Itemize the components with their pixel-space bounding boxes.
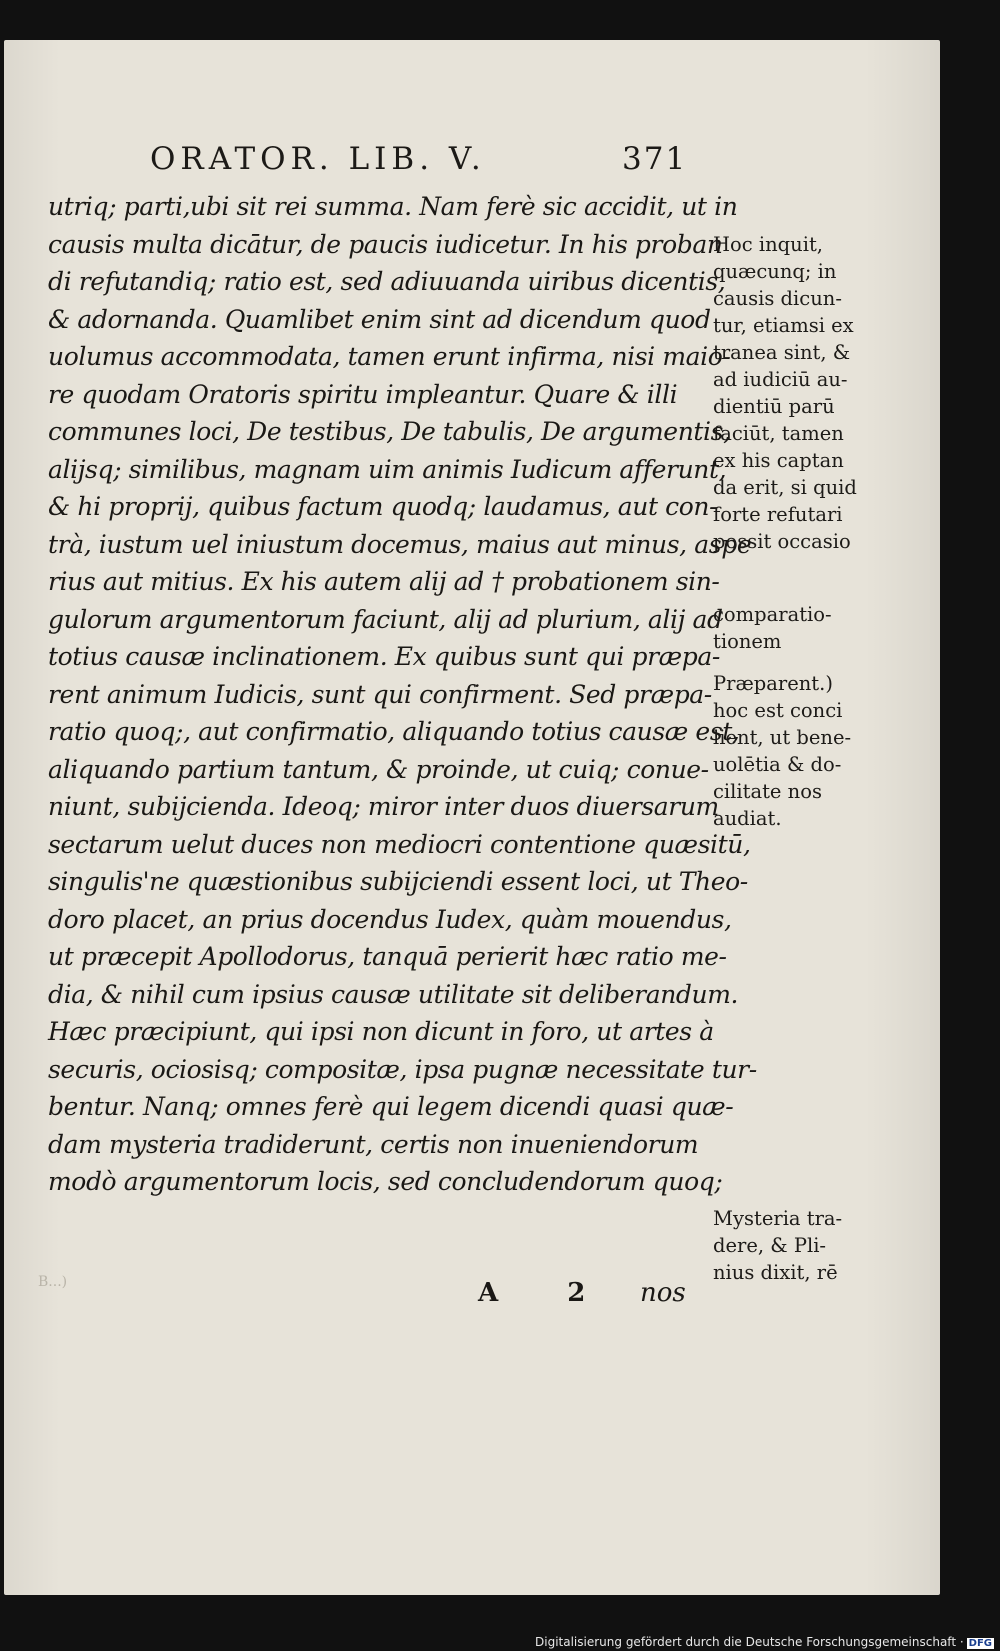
text-line: uolumus accommodata, tamen erunt infirma, nisi maio- [48,342,731,371]
margin-note-line: nius dixit, rē [713,1261,838,1284]
margin-note-line: ad iudiciū au- [713,368,848,391]
margin-note-mysteria [713,1205,923,1286]
margin-note-line: forte refutari [713,503,843,526]
text-line: communes loci, De testibus, De tabulis, De argumentis, [48,417,731,446]
text-line: causis multa dicātur, de paucis iudicetur. In his proban [48,229,723,259]
text-line: rius aut mitius. Ex his autem alij ad † probationem sin- [48,567,720,596]
text-line: di refutandiq; ratio est, sed adiuuanda uiribus dicentis, [48,267,726,296]
margin-note-line: lient, ut bene- [713,726,852,749]
faint-stamp: B...) [38,1274,68,1290]
margin-note-line: quæcunq; in [713,260,837,283]
text-line: sectarum uelut duces non mediocri contentione quæsitū, [48,829,751,859]
text-line: ut præcepit Apollodorus, tanquā perierit hæc ratio me- [48,942,727,971]
margin-note-line: ex his captan [713,449,844,472]
margin-note-line: tranea sint, & [713,341,851,364]
margin-note-line: Mysteria tra- [713,1207,843,1230]
margin-note-praeparent [713,670,923,832]
text-line: utriq; parti,ubi sit rei summa. Nam ferè sic accidit, ut in [48,192,738,221]
signature-mark: A 2 [478,1278,616,1308]
text-line: modò argumentorum locis, sed concludendorum quoq; [48,1167,723,1196]
margin-note-line: uolētia & do- [713,753,842,776]
signature-line [478,1278,688,1310]
text-line: re quodam Oratoris spiritu impleantur. Quare & illi [48,379,678,409]
text-line: bentur. Nanq; omnes ferè qui legem dicendi quasi quæ- [48,1092,734,1121]
margin-note-line: dere, & Pli- [713,1234,827,1257]
margin-note-line: audiat. [713,807,782,830]
margin-note-line: Præparent.) [713,672,833,695]
margin-note-line: tionem [713,630,782,653]
text-line: & hi proprij, quibus factum quodq; laudamus, aut con- [48,492,718,521]
margin-note-comparationem [713,601,923,655]
dfg-logo: DFG [968,1638,992,1649]
text-line: trà, iustum uel iniustum docemus, maius aut minus, aspe [48,529,752,559]
text-line: alijsq; similibus, magnam uim animis Iudicum afferunt, [48,454,727,484]
text-line: dam mysteria tradiderunt, certis non inueniendorum [48,1129,699,1159]
text-line: ratio quoq;, aut confirmatio, aliquando totius causæ est, [48,717,740,746]
margin-note-line: possit occasio [713,530,851,553]
text-line: dia, & nihil cum ipsius causæ utilitate sit deliberandum. [48,979,739,1009]
margin-note-line: comparatio- [713,603,832,626]
text-line: gulorum argumentorum faciunt, alij ad plurium, alij ad [48,604,723,634]
text-line: niunt, subijcienda. Ideoq; miror inter duos diuersarum [48,792,719,821]
catchword: nos [640,1278,686,1308]
running-head-title: ORATOR. LIB. V. [150,141,486,177]
margin-note-line: hoc est conci [713,699,843,722]
margin-note-line: faciūt, tamen [713,422,844,445]
margin-note-line: dientiū parū [713,395,835,418]
credit-text: Digitalisierung gefördert durch die Deutsche Forschungsgemeinschaft · [535,1635,964,1649]
digitization-credit [535,1635,994,1649]
text-line: securis, ociosisq; compositæ, ipsa pugnæ necessitate tur- [48,1054,757,1084]
running-head [150,141,910,181]
text-line: aliquando partium tantum, & proinde, ut cuiq; conue- [48,754,709,784]
margin-note-line: causis dicun- [713,287,842,310]
margin-note-line: cilitate nos [713,780,822,803]
text-line: & adornanda. Quamlibet enim sint ad dicendum quod [48,304,711,334]
margin-note-line: tur, etiamsi ex [713,314,854,337]
margin-note-line: Hoc inquit, [713,233,823,256]
margin-note-hoc-inquit [713,231,923,555]
text-line: doro placet, an prius docendus Iudex, quàm mouendus, [48,904,732,934]
text-line: Hæc præcipiunt, qui ipsi non dicunt in foro, ut artes à [48,1017,714,1046]
margin-note-line: da erit, si quid [713,476,857,499]
page-number: 371 [622,141,688,177]
text-line: rent animum Iudicis, sunt qui confirment. Sed præpa- [48,679,712,709]
text-line: singulis'ne quæstionibus subijciendi essent loci, ut Theo- [48,867,748,896]
text-line: totius causæ inclinationem. Ex quibus sunt qui præpa- [48,642,720,671]
